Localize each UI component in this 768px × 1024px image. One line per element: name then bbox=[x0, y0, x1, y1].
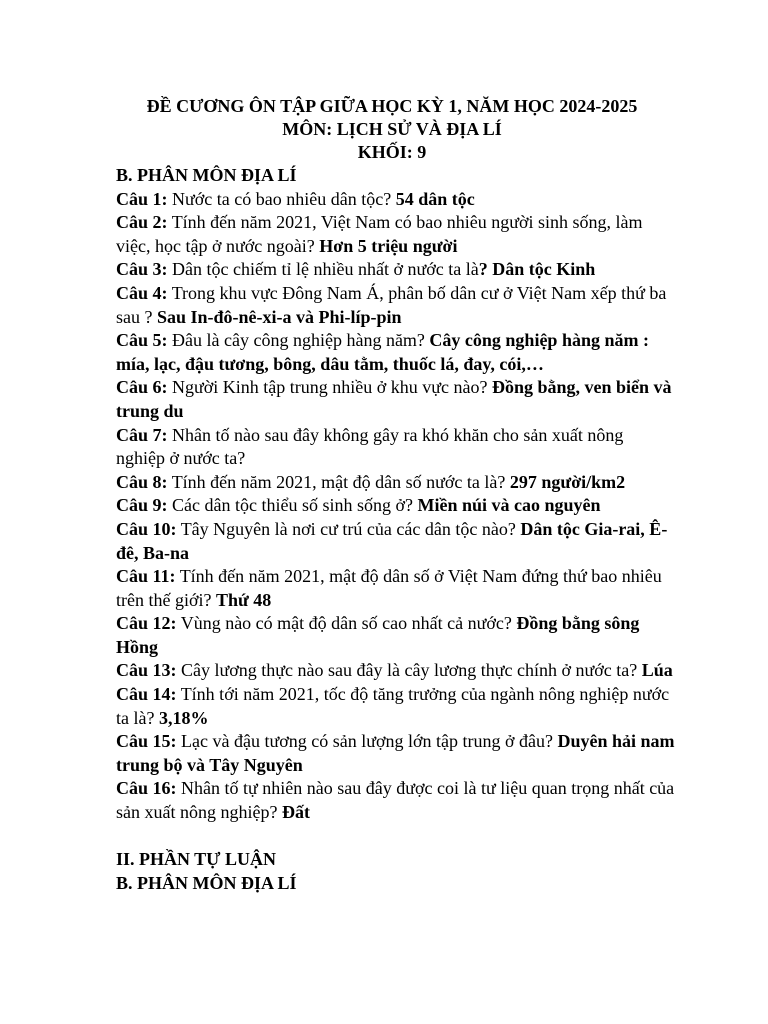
question-answer: Miền núi và cao nguyên bbox=[417, 495, 601, 516]
question-label: Câu 10: bbox=[116, 518, 177, 539]
question-list bbox=[116, 188, 676, 825]
question-item bbox=[116, 329, 676, 376]
question-answer: Duyên hải nam trung bộ và Tây Nguyên bbox=[116, 731, 675, 775]
question-item bbox=[116, 258, 676, 282]
question-text: Vùng nào có mật độ dân số cao nhất cả nước? bbox=[176, 613, 517, 634]
question-label: Câu 3: bbox=[116, 259, 168, 280]
question-text: Đâu là cây công nghiệp hàng năm? bbox=[167, 330, 430, 351]
question-label: Câu 16: bbox=[116, 778, 177, 799]
question-item bbox=[116, 424, 676, 471]
question-item bbox=[116, 683, 676, 730]
question-text: Trong khu vực Đông Nam Á, phân bố dân cư ở Việt Nam xếp thứ ba sau ? bbox=[116, 282, 667, 327]
question-answer: Lúa bbox=[641, 660, 673, 681]
subject-title: MÔN: LỊCH SỬ VÀ ĐỊA LÍ bbox=[282, 119, 502, 139]
question-text: Người Kinh tập trung nhiều ở khu vực nào? bbox=[167, 377, 493, 398]
question-answer: Đất bbox=[281, 802, 310, 823]
question-label: Câu 5: bbox=[116, 330, 168, 351]
part-ii-heading: II. PHẦN TỰ LUẬN bbox=[116, 849, 277, 870]
question-answer: Thứ 48 bbox=[215, 589, 272, 610]
question-label: Câu 9: bbox=[116, 495, 168, 516]
question-label: Câu 12: bbox=[116, 613, 177, 634]
document-page bbox=[116, 95, 676, 895]
document-header bbox=[112, 95, 672, 164]
question-answer: Sau In-đô-nê-xi-a và Phi-líp-pin bbox=[156, 306, 402, 327]
question-text: Lạc và đậu tương có sản lượng lớn tập trung ở đâu? bbox=[176, 731, 558, 752]
question-text: Dân tộc chiếm tỉ lệ nhiều nhất ở nước ta là bbox=[167, 259, 479, 280]
question-answer: 297 người/km2 bbox=[509, 471, 626, 492]
question-item bbox=[116, 659, 676, 683]
question-text: Tây Nguyên là nơi cư trú của các dân tộc nào? bbox=[176, 518, 521, 539]
question-label: Câu 13: bbox=[116, 660, 177, 681]
question-answer: Dân tộc Gia-rai, Ê-đê, Ba-na bbox=[116, 518, 668, 563]
question-label: Câu 1: bbox=[116, 188, 168, 209]
question-answer: Hơn 5 triệu người bbox=[319, 235, 458, 256]
question-label: Câu 7: bbox=[116, 424, 168, 445]
question-label: Câu 15: bbox=[116, 731, 177, 752]
question-item bbox=[116, 777, 676, 824]
blank-line bbox=[116, 825, 676, 849]
question-text: Cây lương thực nào sau đây là cây lương thực chính ở nước ta? bbox=[176, 660, 642, 681]
question-answer: 3,18% bbox=[158, 707, 209, 728]
question-answer: 54 dân tộc bbox=[395, 188, 475, 209]
section-heading-geography: B. PHÂN MÔN ĐỊA LÍ bbox=[116, 165, 297, 185]
question-item bbox=[116, 730, 676, 777]
question-item bbox=[116, 188, 676, 212]
question-answer: Cây công nghiệp hàng năm : mía, lạc, đậu tương, bông, dâu tằm, thuốc lá, đay, cói,… bbox=[116, 330, 649, 374]
question-item bbox=[116, 518, 676, 565]
question-text: Nhân tố tự nhiên nào sau đây được coi là tư liệu quan trọng nhất của sản xuất nông nghiệp? bbox=[116, 778, 675, 823]
question-text: Nước ta có bao nhiêu dân tộc? bbox=[167, 188, 396, 209]
question-item bbox=[116, 211, 676, 258]
document-title: ĐỀ CƯƠNG ÔN TẬP GIỮA HỌC KỲ 1, NĂM HỌC 2024-2025 bbox=[146, 96, 638, 116]
question-item bbox=[116, 282, 676, 329]
grade-title: KHỐI: 9 bbox=[357, 142, 427, 162]
question-text: Nhân tố nào sau đây không gây ra khó khăn cho sản xuất nông nghiệp ở nước ta? bbox=[116, 424, 624, 469]
question-item bbox=[116, 494, 676, 518]
question-label: Câu 14: bbox=[116, 684, 177, 705]
question-label: Câu 11: bbox=[116, 566, 176, 587]
question-item bbox=[116, 376, 676, 423]
question-item bbox=[116, 565, 676, 612]
question-label: Câu 2: bbox=[116, 212, 168, 233]
question-label: Câu 4: bbox=[116, 282, 168, 303]
question-text: Tính đến năm 2021, Việt Nam có bao nhiêu người sinh sống, làm việc, học tập ở nước ngoài? bbox=[116, 212, 643, 256]
part-ii-section-heading: B. PHÂN MÔN ĐỊA LÍ bbox=[116, 872, 297, 893]
question-text: Các dân tộc thiểu số sinh sống ở? bbox=[167, 495, 418, 516]
question-answer: ? Dân tộc Kinh bbox=[478, 259, 596, 280]
question-label: Câu 6: bbox=[116, 377, 168, 398]
question-text: Tính tới năm 2021, tốc độ tăng trưởng của ngành nông nghiệp nước ta là? bbox=[116, 684, 670, 728]
question-text: Tính đến năm 2021, mật độ dân số ở Việt Nam đứng thứ bao nhiêu trên thế giới? bbox=[116, 566, 662, 610]
question-text: Tính đến năm 2021, mật độ dân số nước ta là? bbox=[167, 471, 510, 492]
question-item bbox=[116, 612, 676, 659]
question-item bbox=[116, 471, 676, 495]
question-answer: Đồng bằng, ven biển và trung du bbox=[116, 377, 672, 421]
question-label: Câu 8: bbox=[116, 471, 168, 492]
question-answer: Đồng bằng sông Hồng bbox=[116, 613, 640, 657]
